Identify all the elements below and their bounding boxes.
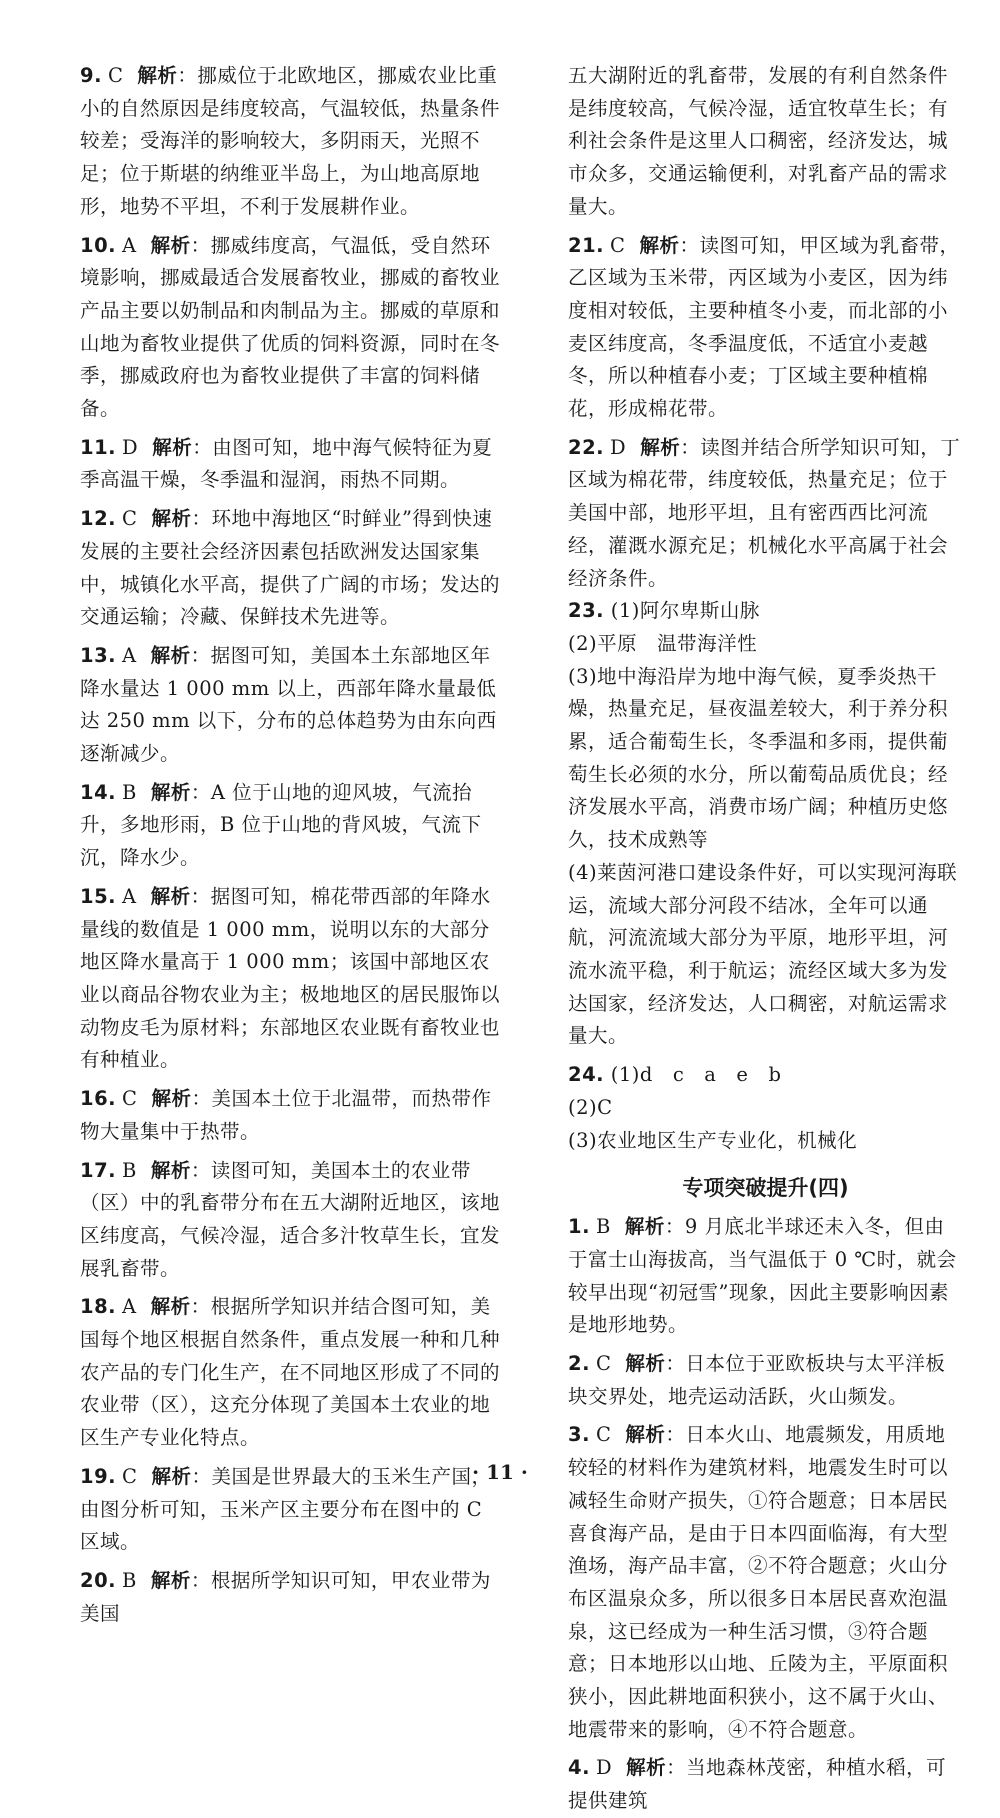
analysis-text: ：挪威纬度高，气温低，受自然环境影响，挪威最适合发展畜牧业，挪威的畜牧业产品主要以奶制品和肉制品为主。挪威的草原和山地为畜牧业提供了优质的饲料资源，同时在冬季，挪威政府也为畜牧业提供了丰富的饲料储备。	[80, 233, 501, 421]
question-number: 19.	[80, 1464, 117, 1488]
question-number: 14.	[80, 780, 117, 804]
analysis-label: 解析	[626, 1756, 667, 1780]
answer-part: (2)C	[568, 1095, 613, 1119]
answer-choice: C	[610, 233, 626, 257]
analysis-text: ：日本位于亚欧板块与太平洋板块交界处，地壳运动活跃，火山频发。	[568, 1352, 946, 1408]
answer-choice: C	[122, 1464, 138, 1488]
analysis-text: ：环地中海地区“时鲜业”得到快速发展的主要社会经济因素包括欧洲发达国家集中，城镇化水平高，提供了广阔的市场；发达的交通运输；冷藏、保鲜技术先进等。	[80, 507, 501, 629]
answer-choice: A	[122, 884, 137, 908]
answer-entry	[80, 881, 505, 1077]
question-number: 13.	[80, 643, 117, 667]
analysis-text: ：根据所学知识并结合图可知，美国每个地区根据自然条件，重点发展一种和几种农产品的专门化生产，在不同地区形成了不同的农业带（区），这充分体现了美国本土农业的地区生产专业化特点。	[80, 1295, 501, 1450]
question-number: 18.	[80, 1295, 117, 1319]
answer-entry	[568, 60, 963, 224]
analysis-label: 解析	[151, 1464, 192, 1488]
page-number: · 11 ·	[472, 1460, 528, 1484]
question-number: 16.	[80, 1087, 117, 1111]
analysis-label: 解析	[150, 1158, 191, 1182]
right-column	[568, 60, 963, 1818]
question-23	[568, 595, 963, 1053]
answer-entry	[568, 432, 963, 596]
answer-entry	[80, 1083, 505, 1148]
answer-entry	[80, 503, 505, 634]
answer-choice: C	[122, 507, 138, 531]
answer-choice: B	[122, 1158, 137, 1182]
question-number: 15.	[80, 884, 117, 908]
answer-part: (1)d c a e b	[610, 1063, 782, 1087]
analysis-label: 解析	[150, 780, 191, 804]
answer-entry	[568, 1348, 963, 1413]
question-number: 3.	[568, 1423, 590, 1447]
answer-choice: A	[122, 1295, 137, 1319]
answer-entry	[568, 1211, 963, 1342]
analysis-label: 解析	[150, 1295, 191, 1319]
analysis-label: 解析	[640, 435, 681, 459]
analysis-text: ：读图可知，甲区域为乳畜带，乙区域为玉米带，丙区域为小麦区，因为纬度相对较低，主要种植冬小麦，而北部的小麦区纬度高，冬季温度低，不适宜小麦越冬，所以种植春小麦；丁区域主要种植棉花，形成棉花带。	[568, 233, 960, 421]
answer-choice: C	[107, 64, 124, 87]
analysis-text: 五大湖附近的乳畜带，发展的有利自然条件是纬度较高，气候冷湿，适宜牧草生长；有利社会条件是这里人口稠密，经济发达，城市众多，交通运输便利，对乳畜产品的需求量大。	[568, 64, 949, 218]
answer-entry	[80, 1155, 505, 1286]
analysis-label: 解析	[151, 507, 192, 531]
question-number: 2.	[568, 1352, 590, 1376]
question-number: 17.	[80, 1158, 117, 1182]
answer-entry	[80, 640, 505, 771]
answer-entry	[80, 1565, 505, 1630]
question-number: 12.	[80, 507, 117, 531]
answer-entry	[80, 432, 505, 497]
analysis-label: 解析	[150, 643, 191, 667]
question-24	[568, 1059, 963, 1157]
answer-choice: B	[595, 1215, 611, 1239]
analysis-label: 解析	[639, 233, 680, 257]
answer-entry	[80, 1291, 505, 1455]
analysis-text: ：日本火山、地震频发，用质地较轻的材料作为建筑材料，地震发生时可以减轻生命财产损失，①符合题意；日本居民喜食海产品，是由于日本四面临海，有大型渔场，海产品丰富，②不符合题意；火山分布区温泉众多，所以很多日本居民喜欢泡温泉，这已经成为一种生活习惯，③符合题意；日本地形以山地、丘陵为主，平原面积狭小，因此耕地面积狭小，这不属于火山、地震带来的影响，④不符合题意。	[568, 1423, 949, 1741]
answer-choice: B	[122, 1568, 137, 1592]
question-number: 11.	[80, 435, 117, 459]
analysis-text: ：挪威位于北欧地区，挪威农业比重小的自然原因是纬度较高，气温较低，热量条件较差；受海洋的影响较大，多阴雨天，光照不足；位于斯堪的纳维亚半岛上，为山地高原地形，地势不平坦，不利于发展耕作业。	[80, 64, 501, 218]
analysis-label: 解析	[625, 1352, 666, 1376]
analysis-text: ：9 月底北半球还未入冬，但由于富士山海拔高，当气温低于 0 ℃时，就会较早出现“初冠雪”现象，因此主要影响因素是地形地势。	[568, 1215, 957, 1337]
answer-choice: D	[122, 435, 139, 459]
question-number: 21.	[568, 233, 605, 257]
analysis-label: 解析	[625, 1423, 666, 1447]
analysis-text: ：美国是世界最大的玉米生产国，由图分析可知，玉米产区主要分布在图中的 C 区域。	[80, 1464, 492, 1554]
answer-entry	[568, 230, 963, 426]
analysis-label: 解析	[137, 64, 178, 87]
question-number: 9.	[80, 64, 102, 87]
analysis-text: ：美国本土位于北温带，而热带作物大量集中于热带。	[80, 1087, 492, 1143]
answer-choice: A	[122, 233, 137, 257]
question-number: 1.	[568, 1215, 590, 1239]
answer-part: (3)农业地区生产专业化，机械化	[568, 1128, 858, 1152]
analysis-label: 解析	[150, 233, 191, 257]
analysis-text: ：A 位于山地的迎风坡，气流抬升，多地形雨，B 位于山地的背风坡，气流下沉，降水少。	[80, 780, 482, 870]
answer-part: (2)平原 温带海洋性	[568, 631, 758, 655]
analysis-label: 解析	[150, 1568, 191, 1592]
analysis-label: 解析	[152, 435, 193, 459]
analysis-label: 解析	[150, 884, 191, 908]
section-title: 专项突破提升(四)	[682, 1176, 849, 1201]
answer-choice: C	[122, 1087, 138, 1111]
analysis-text: ：据图可知，美国本土东部地区年降水量达 1 000 mm 以上，西部年降水量最低达 250 mm 以下，分布的总体趋势为由东向西逐渐减少。	[80, 643, 497, 766]
answer-entry	[568, 1752, 963, 1817]
analysis-label: 解析	[151, 1087, 192, 1111]
analysis-text: ：读图可知，美国本土的农业带（区）中的乳畜带分布在五大湖附近地区，该地区纬度高，气候冷湿，适合多汁牧草生长，宜发展乳畜带。	[80, 1158, 501, 1280]
left-column	[80, 60, 505, 1630]
answer-part: (4)莱茵河港口建设条件好，可以实现河海联运，流域大部分河段不结冰，全年可以通航，河流流域大部分为平原，地形平坦，河流水流平稳，利于航运；流经区域大多为发达国家，经济发达，人口稠密，对航运需求量大。	[568, 860, 958, 1048]
analysis-text: ：由图可知，地中海气候特征为夏季高温干燥，冬季温和湿润，雨热不同期。	[80, 435, 493, 492]
answer-choice: B	[122, 780, 137, 804]
answer-entry	[80, 230, 505, 426]
answer-part: (3)地中海沿岸为地中海气候，夏季炎热干燥，热量充足，昼夜温差较大，利于养分积累，适合葡萄生长，冬季温和多雨，提供葡萄生长必须的水分，所以葡萄品质优良；经济发展水平高，消费市场广阔；种植历史悠久，技术成熟等	[568, 664, 949, 852]
answer-entry	[80, 777, 505, 875]
analysis-text: ：据图可知，棉花带西部的年降水量线的数值是 1 000 mm，说明以东的大部分地区降水量高于 1 000 mm；该国中部地区农业以商品谷物农业为主；极地地区的居民服饰以动物皮毛为原材料；东部地区农业既有畜牧业也有种植业。	[80, 884, 501, 1072]
answer-choice: D	[610, 435, 627, 459]
analysis-text: ：当地森林茂密，种植水稻，可提供建筑	[568, 1756, 947, 1813]
analysis-label: 解析	[624, 1215, 665, 1239]
answer-part: (1)阿尔卑斯山脉	[610, 599, 760, 623]
question-number: 23.	[568, 599, 605, 623]
question-number: 10.	[80, 233, 117, 257]
answer-choice: D	[595, 1756, 613, 1780]
analysis-text: ：根据所学知识可知，甲农业带为美国	[80, 1568, 491, 1625]
question-number: 4.	[568, 1756, 590, 1780]
analysis-text: ：读图并结合所学知识可知，丁区域为棉花带，纬度较低，热量充足；位于美国中部，地形平坦，且有密西西比河流经，灌溉水源充足；机械化水平高属于社会经济条件。	[568, 435, 961, 590]
answer-entry	[80, 60, 505, 224]
question-number: 24.	[568, 1063, 605, 1087]
question-number: 22.	[568, 435, 605, 459]
answer-choice: C	[595, 1423, 612, 1447]
answer-choice: C	[595, 1352, 612, 1376]
answer-choice: A	[122, 643, 137, 667]
question-number: 20.	[80, 1568, 117, 1592]
